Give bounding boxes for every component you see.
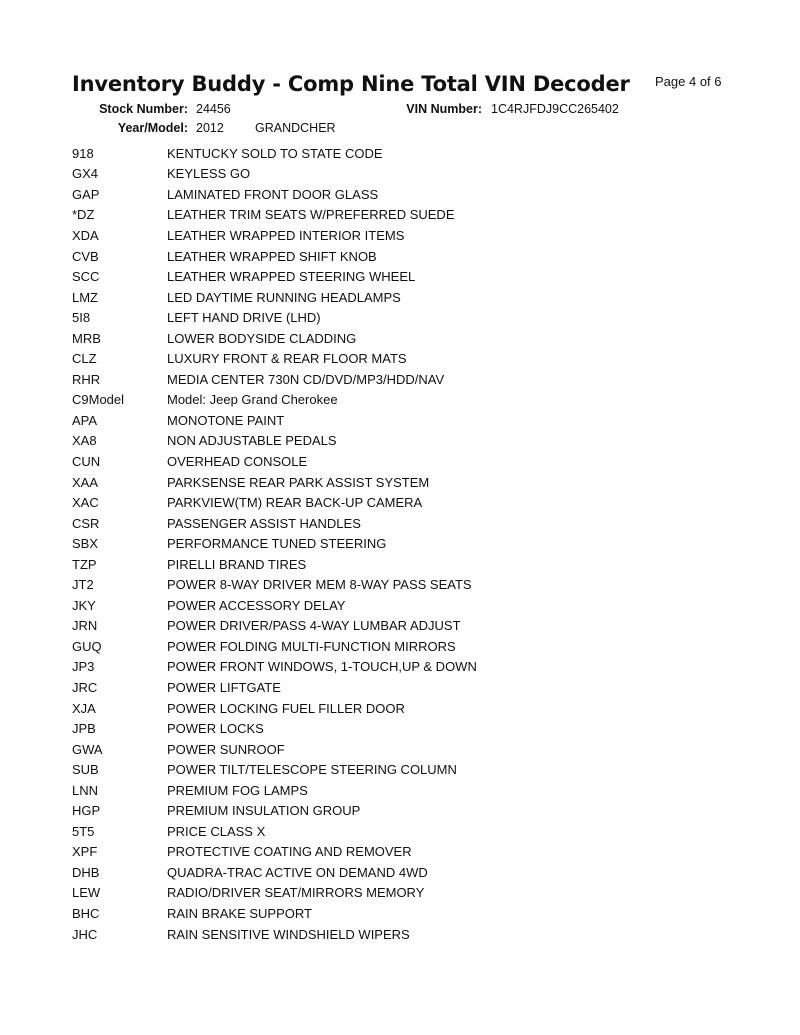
option-description: RAIN BRAKE SUPPORT [167, 906, 312, 921]
option-code: XAA [72, 474, 99, 490]
option-code: CVB [72, 248, 99, 264]
option-code: TZP [72, 556, 97, 572]
stock-number-value: 24456 [196, 102, 231, 116]
option-code: APA [72, 412, 98, 428]
option-code-list [72, 143, 732, 944]
option-description: PERFORMANCE TUNED STEERING [167, 536, 387, 552]
option-description: POWER TILT/TELESCOPE STEERING COLUMN [167, 762, 457, 778]
list-item [72, 595, 732, 616]
list-item [72, 677, 732, 698]
option-code: JT2 [72, 577, 94, 593]
option-description: PARKSENSE REAR PARK ASSIST SYSTEM [167, 474, 430, 490]
option-code: SBX [72, 536, 99, 552]
list-item [72, 472, 732, 493]
year-model-label: Year/Model: [117, 121, 188, 135]
list-item [72, 801, 732, 822]
list-item [72, 205, 732, 226]
list-item [72, 883, 732, 904]
list-item [72, 307, 732, 328]
option-code: JRN [72, 618, 98, 634]
option-description: OVERHEAD CONSOLE [167, 453, 308, 469]
list-item [72, 184, 732, 205]
option-description: LOWER BODYSIDE CLADDING [167, 330, 357, 346]
option-code: XA8 [72, 433, 97, 449]
list-item [72, 492, 732, 513]
list-item [72, 554, 732, 575]
list-item [72, 246, 732, 267]
option-description: LAMINATED FRONT DOOR GLASS [167, 186, 379, 202]
option-description: POWER FOLDING MULTI-FUNCTION MIRRORS [167, 638, 456, 654]
list-item [72, 513, 732, 534]
list-item [72, 759, 732, 780]
option-description: POWER LOCKS [167, 721, 264, 737]
list-item [72, 328, 732, 349]
option-code: SUB [72, 762, 99, 778]
option-description: KENTUCKY SOLD TO STATE CODE [167, 145, 383, 161]
option-code: RHR [72, 371, 101, 387]
option-code: LMZ [72, 289, 98, 305]
list-item [72, 225, 732, 246]
option-description: MEDIA CENTER 730N CD/DVD/MP3/HDD/NAV [167, 371, 445, 387]
option-description: POWER ACCESSORY DELAY [167, 597, 346, 613]
option-description: POWER LOCKING FUEL FILLER DOOR [167, 700, 405, 716]
vin-number-label: VIN Number: [406, 102, 482, 116]
list-item [72, 266, 732, 287]
list-item [72, 842, 732, 863]
option-code: *DZ [72, 207, 95, 223]
page-title: Inventory Buddy - Comp Nine Total VIN Decoder [72, 72, 630, 96]
option-description: PREMIUM FOG LAMPS [167, 782, 308, 798]
option-description: NON ADJUSTABLE PEDALS [167, 433, 337, 449]
option-code: CSR [72, 515, 100, 531]
option-description: RADIO/DRIVER SEAT/MIRRORS MEMORY [167, 885, 425, 901]
option-code: JP3 [72, 659, 95, 675]
option-code: MRB [72, 330, 101, 346]
option-code: XDA [72, 227, 99, 243]
option-code: JRC [72, 679, 98, 695]
list-item [72, 903, 732, 924]
stock-number-label: Stock Number: [99, 102, 188, 116]
option-description: LEFT HAND DRIVE (LHD) [167, 310, 321, 326]
page-number: Page 4 of 6 [655, 74, 722, 89]
option-code: CLZ [72, 351, 97, 367]
option-description: PROTECTIVE COATING AND REMOVER [167, 844, 412, 860]
option-description: POWER 8-WAY DRIVER MEM 8-WAY PASS SEATS [167, 577, 472, 593]
vin-number-value: 1C4RJFDJ9CC265402 [491, 102, 619, 116]
option-description: PRICE CLASS X [167, 823, 266, 839]
option-code: JPB [72, 721, 96, 737]
option-code: C9Model [72, 392, 125, 408]
option-code: 5I8 [72, 310, 91, 326]
option-code: LEW [72, 885, 101, 901]
option-description: Model: Jeep Grand Cherokee [167, 392, 338, 408]
option-description: KEYLESS GO [167, 166, 251, 182]
list-item [72, 739, 732, 760]
option-code: GUQ [72, 638, 102, 654]
option-description: PASSENGER ASSIST HANDLES [167, 515, 361, 531]
model-value: GRANDCHER [255, 121, 336, 135]
list-item [72, 287, 732, 308]
list-item [72, 164, 732, 185]
option-description: POWER DRIVER/PASS 4-WAY LUMBAR ADJUST [167, 618, 461, 634]
option-description: PARKVIEW(TM) REAR BACK-UP CAMERA [167, 495, 423, 511]
option-code: JHC [72, 926, 98, 942]
option-code: GX4 [72, 166, 99, 182]
option-code: SCC [72, 269, 100, 285]
option-code: 918 [72, 145, 94, 161]
option-description: LEATHER WRAPPED SHIFT KNOB [167, 248, 377, 264]
list-item [72, 718, 732, 739]
option-description: MONOTONE PAINT [167, 412, 285, 428]
list-item [72, 657, 732, 678]
list-item [72, 369, 732, 390]
list-item [72, 451, 732, 472]
list-item [72, 821, 732, 842]
list-item [72, 698, 732, 719]
option-description: PREMIUM INSULATION GROUP [167, 803, 361, 819]
option-description: QUADRA-TRAC ACTIVE ON DEMAND 4WD [167, 864, 428, 880]
option-code: 5T5 [72, 823, 95, 839]
option-code: GWA [72, 741, 103, 757]
option-description: LEATHER WRAPPED INTERIOR ITEMS [167, 227, 405, 243]
option-code: LNN [72, 782, 99, 798]
option-code: DHB [72, 864, 100, 880]
option-code: JKY [72, 597, 96, 613]
option-code: CUN [72, 453, 101, 469]
list-item [72, 390, 732, 411]
year-value: 2012 [196, 121, 224, 135]
option-code: XAC [72, 495, 99, 511]
option-code: XPF [72, 844, 98, 860]
list-item [72, 924, 732, 945]
option-code: XJA [72, 700, 96, 716]
list-item [72, 574, 732, 595]
option-description: RAIN SENSITIVE WINDSHIELD WIPERS [167, 926, 410, 942]
list-item [72, 533, 732, 554]
list-item [72, 616, 732, 637]
option-description: LED DAYTIME RUNNING HEADLAMPS [167, 289, 401, 305]
option-description: POWER LIFTGATE [167, 679, 281, 695]
option-code: BHC [72, 906, 100, 921]
option-description: POWER FRONT WINDOWS, 1-TOUCH,UP & DOWN [167, 659, 477, 675]
list-item [72, 780, 732, 801]
option-description: POWER SUNROOF [167, 741, 285, 757]
list-item [72, 143, 732, 164]
list-item [72, 410, 732, 431]
list-item [72, 636, 732, 657]
list-item [72, 431, 732, 452]
option-description: LUXURY FRONT & REAR FLOOR MATS [167, 351, 407, 367]
option-description: LEATHER WRAPPED STEERING WHEEL [167, 269, 416, 285]
option-code: HGP [72, 803, 101, 819]
list-item [72, 862, 732, 883]
list-item [72, 348, 732, 369]
option-description: PIRELLI BRAND TIRES [167, 556, 307, 572]
option-code: GAP [72, 186, 100, 202]
option-description: LEATHER TRIM SEATS W/PREFERRED SUEDE [167, 207, 455, 223]
